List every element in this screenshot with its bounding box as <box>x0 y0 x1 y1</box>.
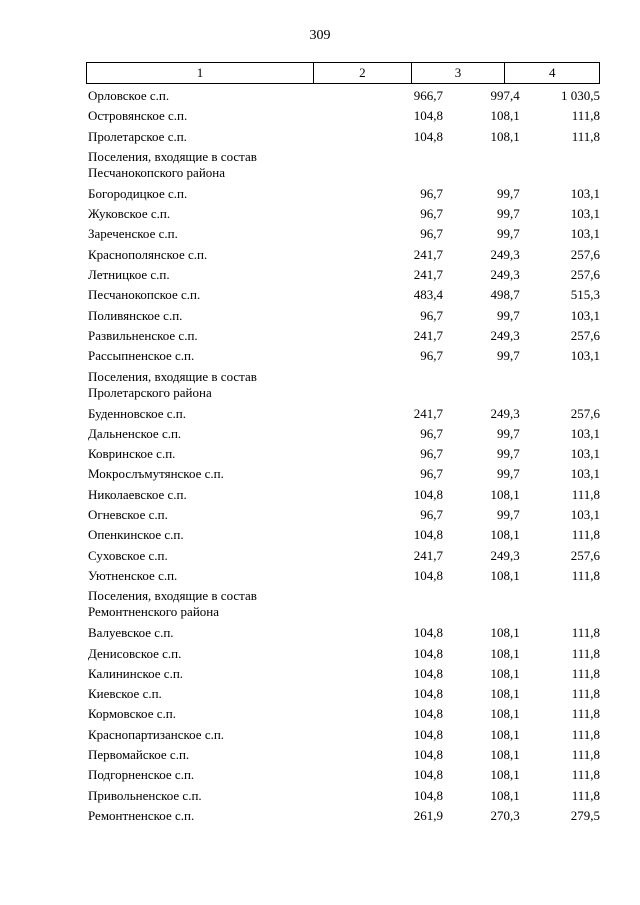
group-heading-line: Ремонтненского района <box>88 604 220 620</box>
value-col-2: 96,7 <box>420 185 443 201</box>
value-col-4: 111,8 <box>571 567 600 583</box>
value-col-2: 104,8 <box>413 706 443 722</box>
table-row <box>88 806 600 826</box>
settlement-name: Буденновское с.п. <box>88 405 187 421</box>
value-col-4: 111,8 <box>571 486 600 502</box>
settlement-name: Дальненское с.п. <box>88 425 182 441</box>
value-col-3: 108,1 <box>490 625 520 641</box>
value-col-4: 103,1 <box>570 446 600 462</box>
value-col-4: 279,5 <box>570 807 600 823</box>
settlement-name: Орловское с.п. <box>88 88 170 103</box>
value-col-2: 241,7 <box>413 405 443 421</box>
value-col-4: 111,8 <box>571 128 600 144</box>
table-row <box>88 684 600 704</box>
value-col-3: 108,1 <box>490 108 520 124</box>
table-row <box>88 265 600 285</box>
settlement-name: Суховское с.п. <box>88 547 168 563</box>
value-col-2: 96,7 <box>420 226 443 242</box>
settlement-name: Опенкинское с.п. <box>88 527 184 543</box>
settlement-name: Мокрослъмутянское с.п. <box>88 466 224 482</box>
settlement-name: Подгорненское с.п. <box>88 767 195 783</box>
value-col-4: 257,6 <box>570 267 600 283</box>
value-col-3: 249,3 <box>490 246 520 262</box>
value-col-3: 99,7 <box>497 507 520 523</box>
value-col-4: 257,6 <box>570 246 600 262</box>
value-col-3: 108,1 <box>490 486 520 502</box>
value-col-2: 96,7 <box>420 206 443 222</box>
settlement-name: Уютненское с.п. <box>88 567 178 583</box>
table-row <box>88 644 600 664</box>
table-row <box>88 505 600 525</box>
value-col-4: 111,8 <box>571 686 600 702</box>
value-col-2: 104,8 <box>413 527 443 543</box>
value-col-2: 104,8 <box>413 767 443 783</box>
value-col-3: 249,3 <box>490 267 520 283</box>
column-header-4: 4 <box>548 65 556 80</box>
value-col-2: 241,7 <box>413 547 443 563</box>
value-col-4: 103,1 <box>570 185 600 201</box>
settlement-name: Киевское с.п. <box>88 686 162 702</box>
settlement-name: Летницкое с.п. <box>88 267 170 283</box>
value-col-2: 104,8 <box>413 645 443 661</box>
value-col-2: 966,7 <box>413 88 443 103</box>
settlement-name: Первомайское с.п. <box>88 747 190 763</box>
value-col-3: 99,7 <box>497 206 520 222</box>
table-row <box>88 623 600 643</box>
table-row <box>88 127 600 147</box>
value-col-3: 249,3 <box>490 547 520 563</box>
settlement-name: Краснополянское с.п. <box>88 246 208 262</box>
settlement-name: Пролетарское с.п. <box>88 128 187 144</box>
table-row <box>88 306 600 326</box>
value-col-3: 108,1 <box>490 747 520 763</box>
value-col-2: 241,7 <box>413 267 443 283</box>
value-col-3: 99,7 <box>497 307 520 323</box>
value-col-4: 111,8 <box>571 747 600 763</box>
settlement-name: Огневское с.п. <box>88 507 168 523</box>
group-heading-line: Поселения, входящие в состав <box>88 588 257 604</box>
value-col-3: 249,3 <box>490 405 520 421</box>
table-body <box>88 86 600 826</box>
settlement-name: Денисовское с.п. <box>88 645 182 661</box>
value-col-3: 249,3 <box>490 327 520 343</box>
table-row <box>88 404 600 424</box>
value-col-4: 111,8 <box>571 706 600 722</box>
value-col-4: 103,1 <box>570 507 600 523</box>
value-col-3: 498,7 <box>490 287 520 303</box>
table-row <box>88 745 600 765</box>
value-col-4: 111,8 <box>571 726 600 742</box>
value-col-2: 96,7 <box>420 507 443 523</box>
value-col-3: 108,1 <box>490 726 520 742</box>
value-col-4: 111,8 <box>571 645 600 661</box>
value-col-4: 257,6 <box>570 547 600 563</box>
table-row <box>88 786 600 806</box>
group-heading-line: Песчанокопского района <box>88 164 226 180</box>
settlement-name: Рассыпненское с.п. <box>88 348 195 364</box>
settlement-name: Краснопартизанское с.п. <box>88 726 225 742</box>
table-row <box>88 664 600 684</box>
value-col-2: 104,8 <box>413 665 443 681</box>
value-col-4: 103,1 <box>570 425 600 441</box>
value-col-2: 483,4 <box>413 287 443 303</box>
value-col-3: 99,7 <box>497 226 520 242</box>
value-col-4: 103,1 <box>570 348 600 364</box>
value-col-3: 108,1 <box>490 665 520 681</box>
value-col-3: 108,1 <box>490 128 520 144</box>
value-col-3: 108,1 <box>490 686 520 702</box>
table-row <box>88 86 600 106</box>
group-heading-line: Пролетарского района <box>88 384 212 400</box>
value-col-2: 96,7 <box>420 307 443 323</box>
value-col-2: 104,8 <box>413 625 443 641</box>
settlement-name: Поливянское с.п. <box>88 307 183 323</box>
value-col-4: 111,8 <box>571 108 600 124</box>
settlement-name: Развильненское с.п. <box>88 327 198 343</box>
value-col-2: 241,7 <box>413 327 443 343</box>
group-heading <box>88 147 600 184</box>
value-col-4: 257,6 <box>570 327 600 343</box>
table-row <box>88 725 600 745</box>
group-heading-line: Поселения, входящие в состав <box>88 368 257 384</box>
value-col-4: 103,1 <box>570 466 600 482</box>
value-col-2: 104,8 <box>413 486 443 502</box>
value-col-3: 997,4 <box>490 88 520 103</box>
table-row <box>88 346 600 366</box>
settlement-name: Привольненское с.п. <box>88 787 202 803</box>
page-number: 309 <box>309 28 331 43</box>
settlement-name: Ремонтненское с.п. <box>88 807 195 823</box>
settlement-name: Ковринское с.п. <box>88 446 176 462</box>
value-col-3: 99,7 <box>497 348 520 364</box>
value-col-4: 111,8 <box>571 787 600 803</box>
settlement-name: Островянское с.п. <box>88 108 188 124</box>
value-col-4: 111,8 <box>571 527 600 543</box>
settlement-name: Жуковское с.п. <box>88 206 171 222</box>
value-col-4: 103,1 <box>570 226 600 242</box>
value-col-4: 111,8 <box>571 665 600 681</box>
table-row <box>88 704 600 724</box>
table-header <box>86 62 600 84</box>
settlement-name: Кормовское с.п. <box>88 706 176 722</box>
value-col-2: 241,7 <box>413 246 443 262</box>
value-col-2: 96,7 <box>420 446 443 462</box>
value-col-2: 104,8 <box>413 108 443 124</box>
value-col-4: 257,6 <box>570 405 600 421</box>
value-col-3: 108,1 <box>490 787 520 803</box>
value-col-3: 108,1 <box>490 645 520 661</box>
value-col-2: 96,7 <box>420 466 443 482</box>
value-col-3: 270,3 <box>490 807 520 823</box>
value-col-3: 108,1 <box>490 567 520 583</box>
value-col-2: 261,9 <box>413 807 443 823</box>
column-header-1: 1 <box>87 63 314 83</box>
value-col-4: 515,3 <box>570 287 600 303</box>
value-col-3: 108,1 <box>490 706 520 722</box>
value-col-2: 104,8 <box>413 726 443 742</box>
value-col-4: 103,1 <box>570 206 600 222</box>
table-row <box>88 285 600 305</box>
settlement-name: Валуевское с.п. <box>88 625 174 641</box>
table-row <box>88 184 600 204</box>
value-col-4: 103,1 <box>570 307 600 323</box>
settlement-name: Николаевское с.п. <box>88 486 187 502</box>
value-col-2: 96,7 <box>420 425 443 441</box>
table-row <box>88 765 600 785</box>
value-col-2: 104,8 <box>413 686 443 702</box>
group-heading-line: Поселения, входящие в состав <box>88 148 257 164</box>
column-header-3: 3 <box>412 63 506 83</box>
settlement-name: Песчанокопское с.п. <box>88 287 201 303</box>
value-col-3: 99,7 <box>497 466 520 482</box>
settlement-name: Зареченское с.п. <box>88 226 178 242</box>
table-row <box>88 485 600 505</box>
table-row <box>88 224 600 244</box>
value-col-4: 111,8 <box>571 767 600 783</box>
value-col-3: 108,1 <box>490 527 520 543</box>
table-row <box>88 546 600 566</box>
value-col-3: 99,7 <box>497 425 520 441</box>
table-row <box>88 444 600 464</box>
table-row <box>88 525 600 545</box>
table-row <box>88 204 600 224</box>
table-row <box>88 566 600 586</box>
value-col-4: 111,8 <box>571 625 600 641</box>
value-col-3: 99,7 <box>497 185 520 201</box>
value-col-2: 104,8 <box>413 747 443 763</box>
group-heading <box>88 586 600 623</box>
table-row <box>88 326 600 346</box>
value-col-2: 104,8 <box>413 128 443 144</box>
settlement-name: Калининское с.п. <box>88 665 184 681</box>
table-row <box>88 464 600 484</box>
settlement-name: Богородицкое с.п. <box>88 185 188 201</box>
column-header-2: 2 <box>314 63 412 83</box>
table-row <box>88 245 600 265</box>
value-col-2: 96,7 <box>420 348 443 364</box>
value-col-2: 104,8 <box>413 567 443 583</box>
table-row <box>88 424 600 444</box>
value-col-4: 1 030,5 <box>561 88 600 103</box>
value-col-2: 104,8 <box>413 787 443 803</box>
value-col-3: 108,1 <box>490 767 520 783</box>
value-col-3: 99,7 <box>497 446 520 462</box>
group-heading <box>88 367 600 404</box>
table-row <box>88 106 600 126</box>
